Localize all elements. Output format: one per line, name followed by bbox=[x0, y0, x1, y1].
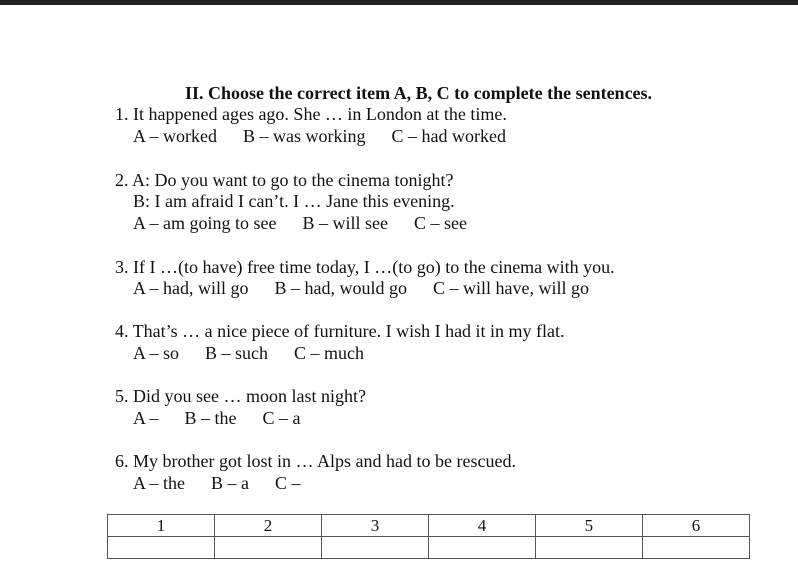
question-text: 6. My brother got lost in … Alps and had to be rescued. bbox=[115, 451, 516, 471]
top-bar bbox=[0, 0, 798, 5]
answer-option[interactable]: C – a bbox=[262, 408, 301, 428]
answer-option[interactable]: A – the bbox=[133, 473, 185, 493]
question-text: B: I am afraid I can’t. I … Jane this evening. bbox=[133, 191, 455, 211]
header-cell: 5 bbox=[535, 515, 642, 537]
question-text: 3. If I …(to have) free time today, I …(to go) to the cinema with you. bbox=[115, 257, 615, 277]
header-cell: 4 bbox=[428, 515, 535, 537]
answer-option[interactable]: B – had, would go bbox=[274, 278, 407, 298]
answer-option[interactable]: B – a bbox=[211, 473, 249, 493]
answer-option[interactable]: C – had worked bbox=[391, 126, 506, 146]
answer-cell[interactable] bbox=[214, 537, 321, 559]
answer-option[interactable]: C – bbox=[275, 473, 301, 493]
question-text: 2. A: Do you want to go to the cinema tonight? bbox=[115, 170, 454, 190]
answer-options bbox=[133, 125, 532, 147]
answer-table bbox=[107, 514, 750, 559]
header-cell: 2 bbox=[214, 515, 321, 537]
answer-options bbox=[133, 212, 493, 234]
answer-option[interactable]: A – worked bbox=[133, 126, 217, 146]
exercise-title: II. Choose the correct item A, B, C to complete the sentences. bbox=[185, 83, 653, 103]
answer-option[interactable]: A – bbox=[133, 408, 159, 428]
answer-option[interactable]: C – will have, will go bbox=[433, 278, 589, 298]
header-cell: 3 bbox=[321, 515, 428, 537]
answer-cell[interactable] bbox=[321, 537, 428, 559]
answer-option[interactable]: B – will see bbox=[302, 213, 388, 233]
answer-option[interactable]: B – was working bbox=[243, 126, 366, 146]
answer-options bbox=[133, 472, 327, 494]
answer-options bbox=[133, 407, 327, 429]
answer-options bbox=[133, 342, 390, 364]
answer-option[interactable]: C – much bbox=[294, 343, 365, 363]
answer-table-header-row bbox=[108, 515, 750, 537]
answer-option[interactable]: C – see bbox=[413, 213, 467, 233]
header-cell: 6 bbox=[642, 515, 749, 537]
answer-options bbox=[133, 277, 615, 299]
answer-option[interactable]: A – so bbox=[133, 343, 180, 363]
question-text: 5. Did you see … moon last night? bbox=[115, 386, 366, 406]
answer-cell[interactable] bbox=[535, 537, 642, 559]
answer-option[interactable]: A – had, will go bbox=[133, 278, 249, 298]
answer-cell[interactable] bbox=[642, 537, 749, 559]
answer-cell[interactable] bbox=[108, 537, 215, 559]
answer-option[interactable]: A – am going to see bbox=[133, 213, 277, 233]
answer-row bbox=[108, 537, 750, 559]
question-text: 4. That’s … a nice piece of furniture. I wish I had it in my flat. bbox=[115, 321, 565, 341]
answer-cell[interactable] bbox=[428, 537, 535, 559]
answer-option[interactable]: B – such bbox=[205, 343, 269, 363]
question-text: 1. It happened ages ago. She … in London at the time. bbox=[115, 104, 507, 124]
header-cell: 1 bbox=[108, 515, 215, 537]
answer-option[interactable]: B – the bbox=[184, 408, 237, 428]
